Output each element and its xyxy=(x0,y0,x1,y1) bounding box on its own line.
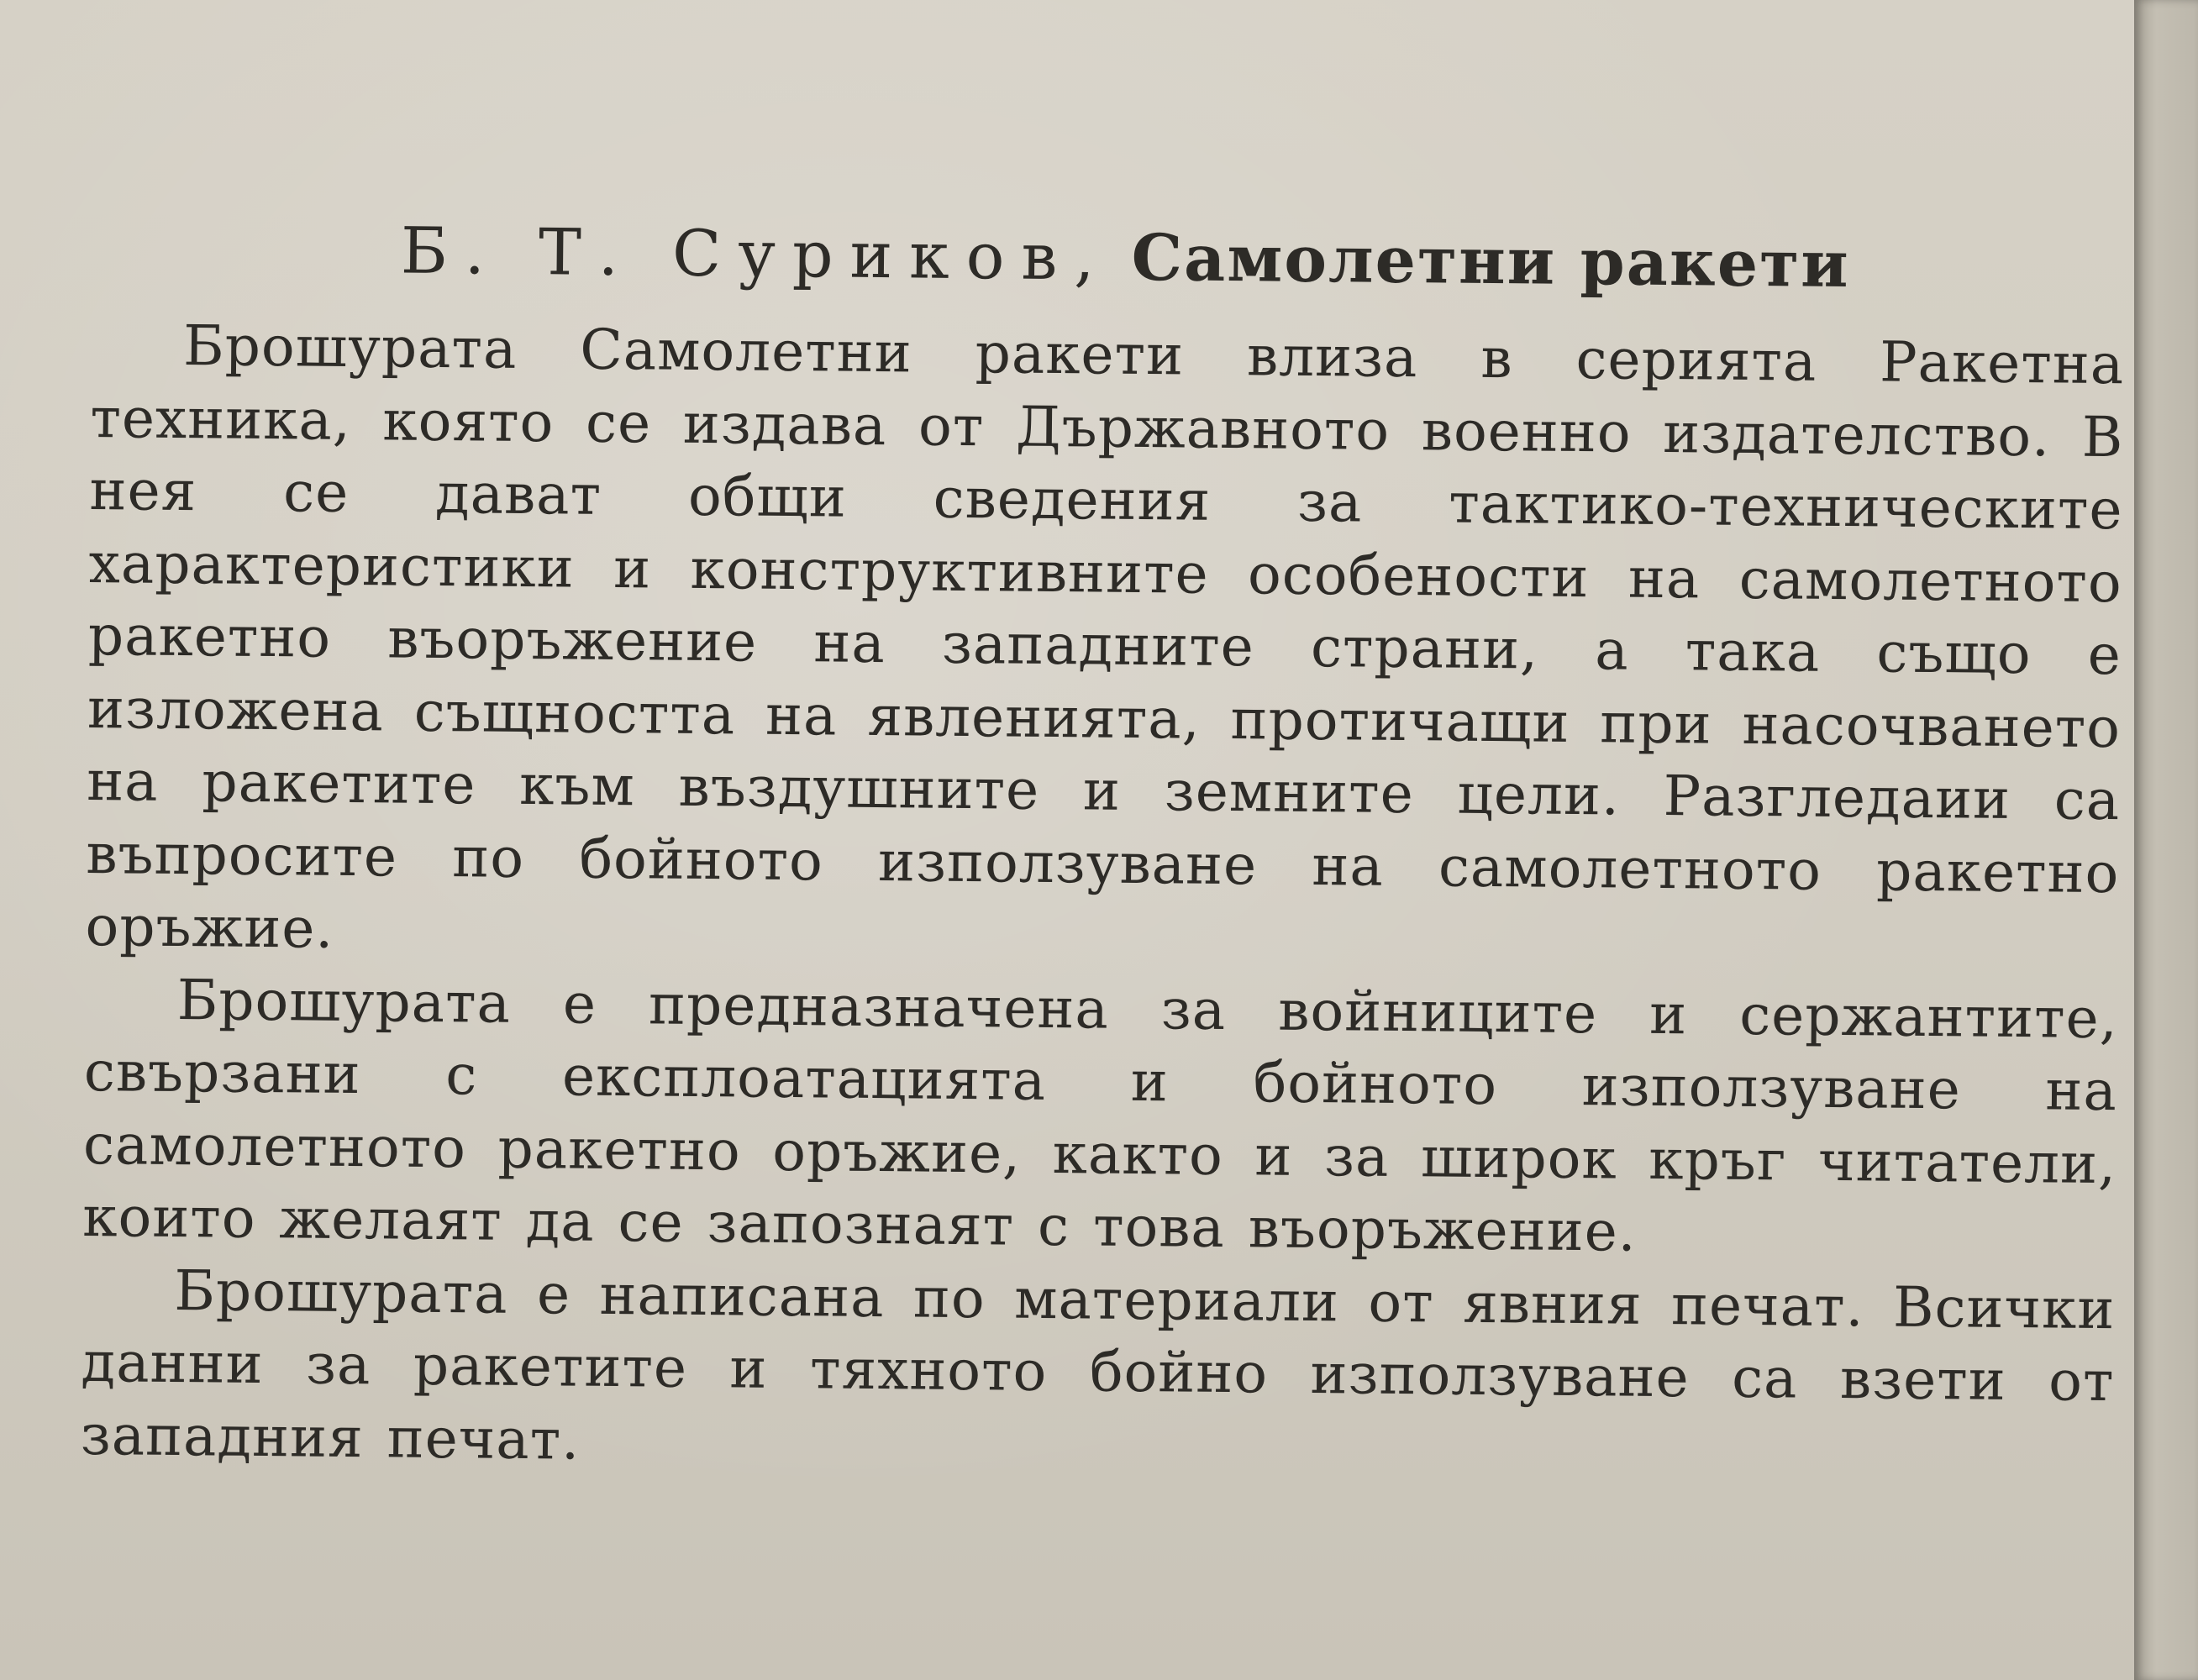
book-heading xyxy=(92,193,2126,322)
page-content xyxy=(80,193,2125,1491)
paragraph-audience: Брошурата е предназначена за войниците и сержантите, свързани с експлоатацията и бойното използуване на самолетното ракетно оръжие, както и за широк кръг читатели, които желаят да се запознаят с това въоръжение. xyxy=(82,967,2119,1264)
paragraph-sources: Брошурата е написана по материали от явния печат. Всички данни за ракетите и тяхното бойно използуване са взети от западния печат. xyxy=(80,1257,2116,1473)
page-gutter-shadow xyxy=(2134,0,2198,1680)
book-title: Самолетни ракети xyxy=(1131,219,1851,302)
author-name: Б. Т. Суриков, xyxy=(400,213,1112,295)
paragraph-description: Брошурата Самолетни ракети влиза в серията Ракетна техника, която се издава от Държавното военно издателство. В нея се дават общи сведения за тактико-техническите характеристики и конструктивните особености на самолетното ракетно въоръжение на западните страни, а така също е изложена същността на явленията, протичащи при насочването на ракетите към въздушните и земните цели. Разгледаии са въпросите по бойното използуване на самолетното ракетно оръжие. xyxy=(85,313,2125,961)
